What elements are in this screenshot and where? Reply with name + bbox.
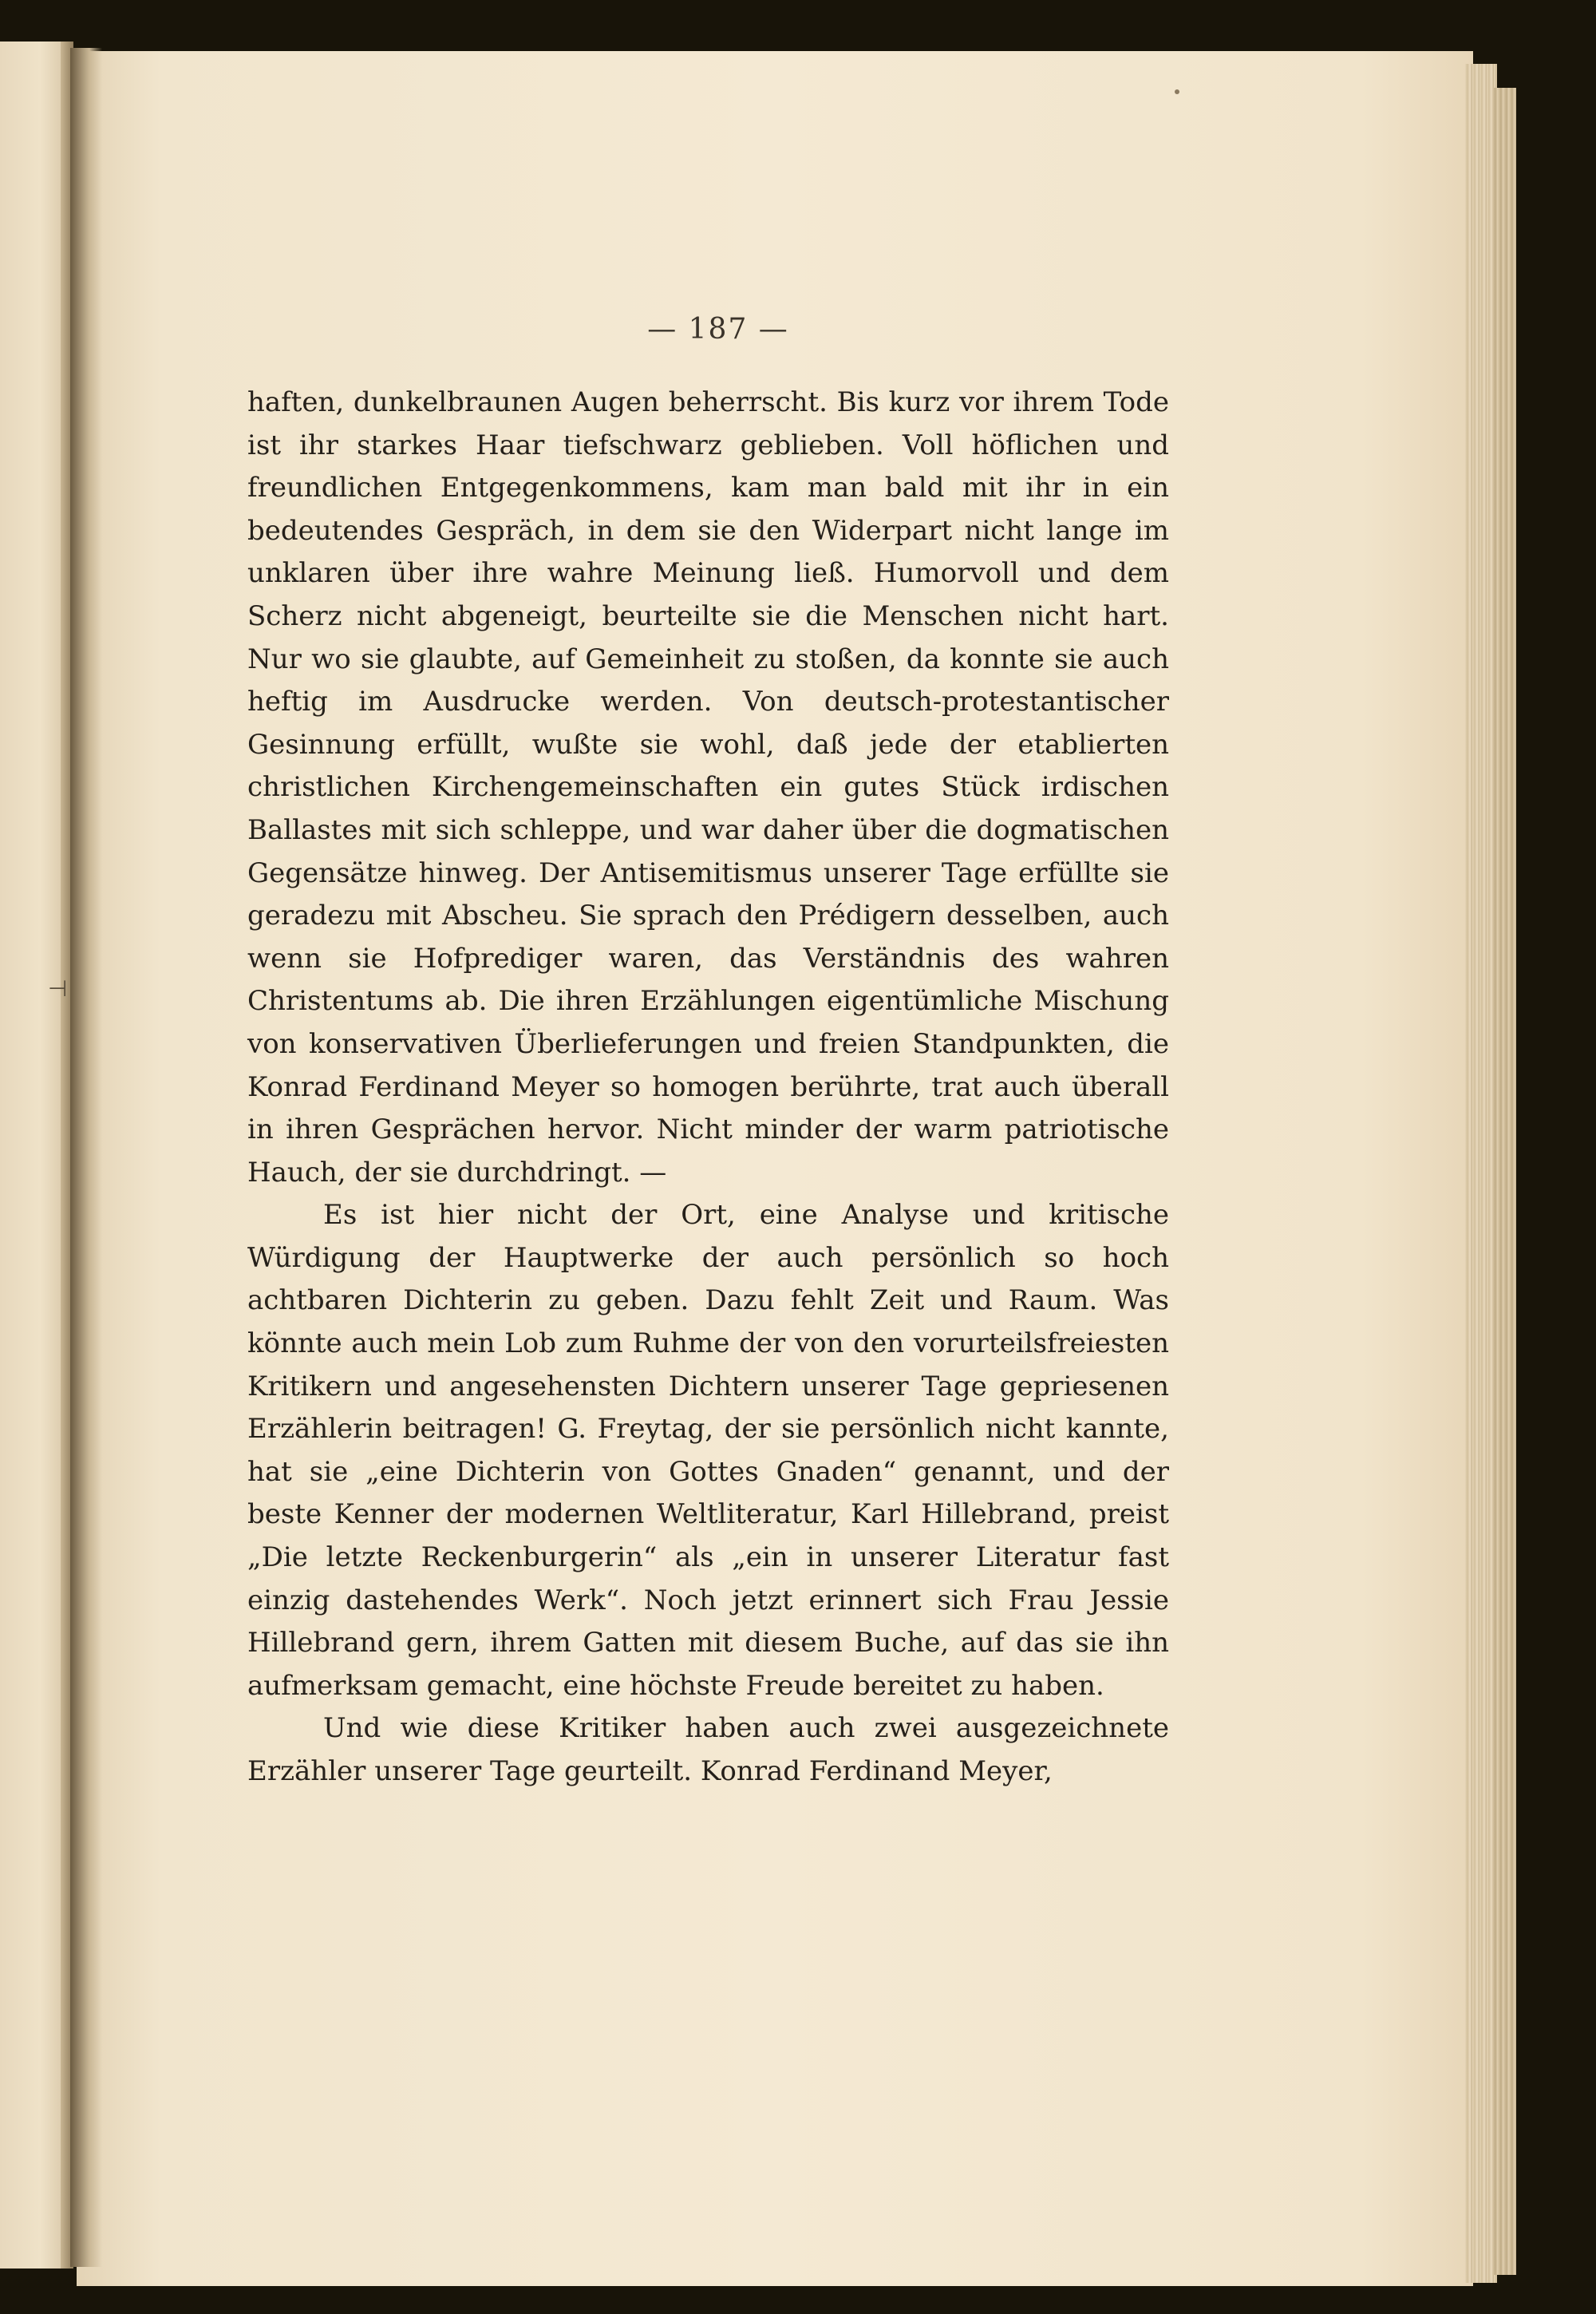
margin-mark: ⊣ [48, 975, 68, 1002]
book-gutter-shadow [70, 48, 102, 2267]
paper-speck [1175, 89, 1179, 94]
page-stack-edge-outer [1492, 88, 1516, 2275]
body-text [247, 382, 1169, 1794]
previous-page-edge [0, 42, 69, 2269]
paragraph-3: Und wie diese Kritiker haben auch zwei ausgezeichnete Erzähler unserer Tage geurteilt. Konrad Ferdinand Meyer, [247, 1712, 1169, 1787]
page-number: — 187 — [647, 313, 789, 346]
paragraph-1: haften, dunkelbraunen Augen beherrscht. Bis kurz vor ihrem Tode ist ihr starkes Haar tiefschwarz geblieben. Voll höflichen und freundlichen Entgegenkommens, kam man bald mit ihr in ein bedeutendes Gespräch, in dem sie den Widerpart nicht lange im unklaren über ihre wahre Meinung ließ. Humorvoll und dem Scherz nicht abgeneigt, beurteilte sie die Menschen nicht hart. Nur wo sie glaubte, auf Gemeinheit zu stoßen, da konnte sie auch heftig im Ausdrucke werden. Von deutsch-protestantischer Gesinnung erfüllt, wußte sie wohl, daß jede der etablierten christlichen Kirchengemeinschaften ein gutes Stück irdischen Ballastes mit sich schleppe, und war daher über die dogmatischen Gegensätze hinweg. Der Antisemitismus unserer Tage erfüllte sie geradezu mit Abscheu. Sie sprach den Prédigern desselben, auch wenn sie Hofprediger waren, das Verständnis des wahren Christentums ab. Die ihren Erzählungen eigentümliche Mischung von konservativen Überlieferungen und freien Standpunkten, die Konrad Ferdinand Meyer so homogen berührte, trat auch überall in ihren Gesprächen hervor. Nicht minder der warm patriotische Hauch, der sie durchdringt. — [247, 386, 1169, 1189]
paragraph-2: Es ist hier nicht der Ort, eine Analyse und kritische Würdigung der Hauptwerke der auch persönlich so hoch achtbaren Dichterin zu geben. Dazu fehlt Zeit und Raum. Was könnte auch mein Lob zum Ruhme der von den vorurteilsfreiesten Kritikern und angesehensten Dichtern unserer Tage gepriesenen Erzählerin beitragen! G. Freytag, der sie persönlich nicht kannte, hat sie „eine Dichterin von Gottes Gnaden“ genannt, und der beste Kenner der modernen Weltliteratur, Karl Hillebrand, preist „Die letzte Reckenburgerin“ als „ein in unserer Literatur fast einzig dastehendes Werk“. Noch jetzt erinnert sich Frau Jessie Hillebrand gern, ihrem Gatten mit diesem Buche, auf das sie ihn aufmerksam gemacht, eine höchste Freude bereitet zu haben. [247, 1199, 1169, 1702]
